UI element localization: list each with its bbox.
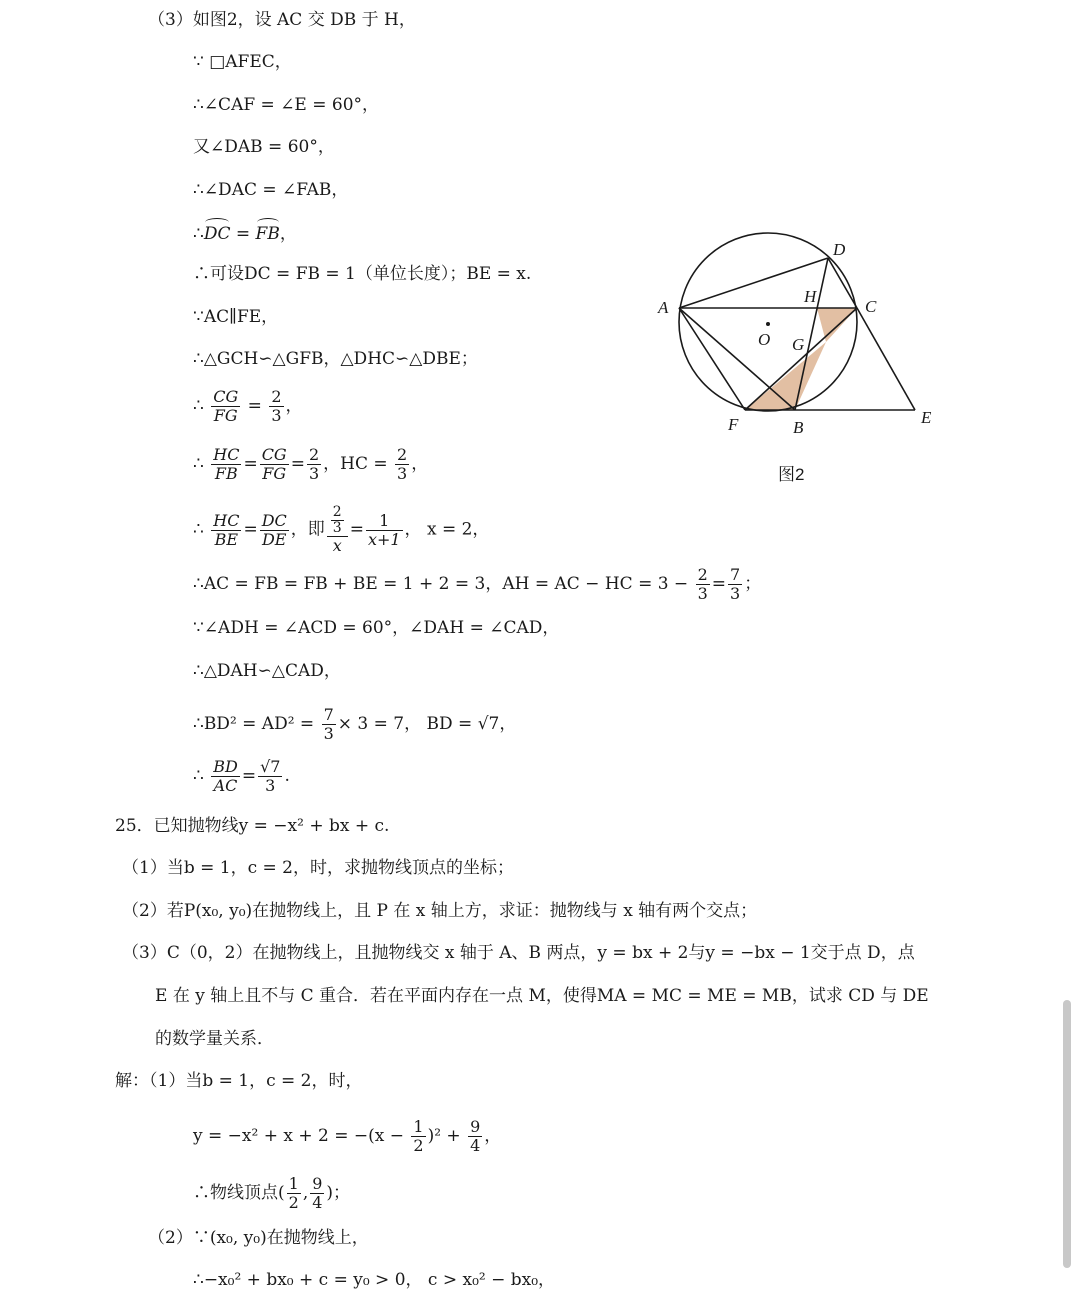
- geometry-figure: [650, 230, 950, 445]
- solution-25-vertex: ∴物线顶点( $\frac{1}{2}$ , $\frac{9}{4}$ )；: [193, 1174, 351, 1212]
- label-g: G: [792, 335, 805, 354]
- question-25-part3-line3: 的数学量关系．: [155, 1029, 274, 1049]
- segment-ce: [857, 308, 915, 410]
- step-cg-fg-ratio: ∴ $\frac{CG}{FG}$ = $\frac{2}{3}$ ，: [193, 387, 303, 425]
- arc-dc: DC: [203, 224, 231, 244]
- label-e: E: [921, 408, 932, 427]
- step-ah-value: ∴AC = FB = FB + BE = 1 + 2 = 3，AH = AC − HC = 3 − $\frac{2}{3}$ = $\frac{7}{3}$ ；: [193, 565, 762, 603]
- scrollbar-thumb[interactable]: [1063, 1000, 1071, 1268]
- segment-db: [795, 258, 828, 410]
- step-hc-value: ∴ $\frac{HC}{FB}$ = $\frac{CG}{FG}$ = $\frac{2}{3}$ ，HC = $\frac{2}{3}$ ，: [193, 445, 429, 483]
- question-25-part3-line2: E 在 y 轴上且不与 C 重合．若在平面内存在一点 M，使得MA = MC = ME = MB，试求 CD 与 DE: [155, 986, 929, 1006]
- segment-dc: [828, 258, 857, 308]
- figure-caption: 图2: [778, 465, 805, 484]
- step-similar-triangles: ∴△GCH∽△GFB，△DHC∽△DBE；: [193, 349, 478, 369]
- step-angle-dab: 又∠DAB = 60°，: [193, 137, 335, 157]
- question-25-part2: （2）若P(x₀, y₀)在抛物线上，且 P 在 x 轴上方，求证：抛物线与 x 轴有两个交点；: [122, 901, 758, 921]
- label-o: O: [758, 330, 771, 349]
- step-angle-dac: ∴∠DAC = ∠FAB，: [193, 180, 349, 200]
- solution-25-part1: 解：（1）当b = 1，c = 2，时，: [115, 1071, 363, 1091]
- segment-ab: [679, 308, 795, 410]
- label-f: F: [728, 415, 739, 434]
- step-solve-x: ∴ $\frac{HC}{BE}$ = $\frac{DC}{DE}$ ，即 $\frac{\frac{2}{3}}{x}$ = $\frac{1}{x+1}$ ， x = 2，: [193, 504, 490, 555]
- step-set-lengths: ∴可设DC = FB = 1（单位长度）；BE = x.: [193, 264, 532, 284]
- label-h: H: [804, 287, 817, 306]
- solution-part3-intro: （3）如图2，设 AC 交 DB 于 H，: [148, 10, 416, 30]
- center-point-o: [766, 322, 770, 326]
- label-d: D: [833, 240, 846, 259]
- label-a: A: [658, 298, 669, 317]
- step-similar-dah: ∴△DAH∽△CAD，: [193, 661, 341, 681]
- solution-25-vertex-form: y = −x² + x + 2 = −(x − $\frac{1}{2}$ )² + $\frac{9}{4}$ ，: [193, 1117, 502, 1155]
- step-angle-adh: ∵∠ADH = ∠ACD = 60°，∠DAH = ∠CAD，: [193, 618, 560, 638]
- question-25-part3-line1: （3）C（0，2）在抛物线上，且抛物线交 x 轴于 A、B 两点，y = bx + 2与y = −bx − 1交于点 D，点: [122, 943, 915, 963]
- step-final-ratio: ∴ $\frac{BD}{AC}$ = $\frac{√7}{3}$ .: [193, 757, 290, 795]
- step-bd-value: ∴BD² = AD² = $\frac{7}{3}$ × 3 = 7， BD = √7，: [193, 705, 517, 743]
- label-c: C: [865, 297, 877, 316]
- arc-fb: FB: [255, 224, 280, 244]
- step-parallelogram: ∵ □AFEC，: [193, 52, 292, 72]
- solution-25-inequality: ∴−x₀² + bx₀ + c = y₀ > 0， c > x₀² − bx₀，: [193, 1270, 556, 1290]
- solution-25-part2: （2）∵(x₀, y₀)在抛物线上，: [148, 1228, 369, 1248]
- step-arc-equal: ∴DC = FB，: [193, 224, 297, 244]
- step-ac-parallel-fe: ∵AC∥FE，: [193, 307, 279, 327]
- step-angle-caf: ∴∠CAF = ∠E = 60°，: [193, 95, 380, 115]
- question-25-title: 25．已知抛物线y = −x² + bx + c.: [115, 816, 390, 836]
- segment-af: [679, 308, 745, 410]
- question-25-part1: （1）当b = 1，c = 2，时，求抛物线顶点的坐标；: [122, 858, 514, 878]
- label-b: B: [793, 418, 804, 437]
